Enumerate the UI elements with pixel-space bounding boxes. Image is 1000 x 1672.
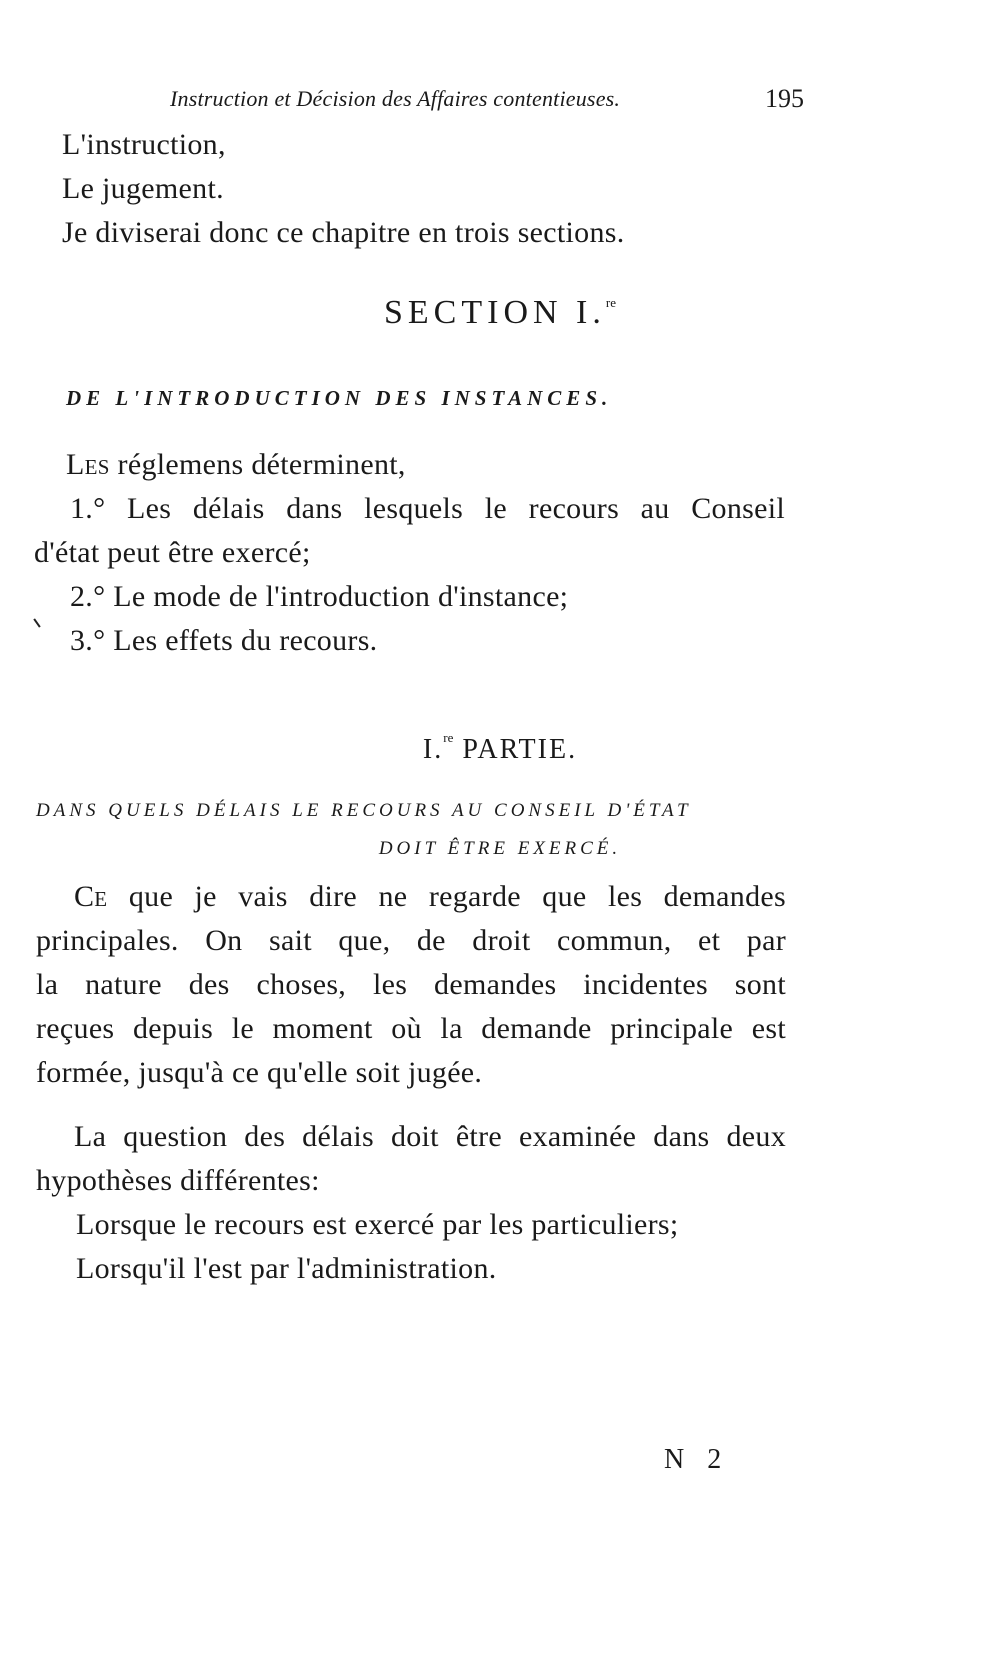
paragraph-1-line-1: Ce que je vais dire ne regarde que les demandes [74, 880, 786, 913]
section-lead [66, 448, 406, 482]
part-heading-line-1: DANS QUELS DÉLAIS LE RECOURS AU CONSEIL D'ÉTAT [36, 800, 692, 821]
paragraph-1-line-5: formée, jusqu'à ce qu'elle soit jugée. [36, 1056, 483, 1089]
part-title: I.$^{re}$ PARTIE. [422, 730, 578, 765]
paragraph-2-line-3: Lorsque le recours est exercé par les particuliers; [76, 1208, 679, 1241]
intro-line-1: L'instruction, [62, 128, 226, 161]
paragraph-1-first-word: Ce [74, 880, 108, 913]
paragraph-2-line-2: hypothèses différentes: [36, 1164, 320, 1197]
paragraph-1-line-3: la nature des choses, les demandes incidentes sont [36, 968, 786, 1001]
intro-line-2: Le jugement. [62, 172, 224, 205]
paragraph-1-line-4: reçues depuis le moment où la demande principale est [36, 1012, 786, 1045]
intro-line-3: Je diviserai donc ce chapitre en trois sections. [62, 216, 625, 249]
page-number: 195 [765, 84, 804, 113]
list-item-1-line-2: d'état peut être exercé; [34, 536, 311, 569]
section-title: SECTION I.$^{re}$ [384, 294, 616, 331]
list-item-3: 3.° Les effets du recours. [70, 624, 378, 657]
signature-mark: N 2 [664, 1444, 730, 1475]
margin-mark [33, 618, 40, 627]
paragraph-2-line-1: La question des délais doit être examinée dans deux [74, 1120, 786, 1153]
lead-rest: réglemens déterminent, [109, 448, 406, 481]
paragraph-1-line-2: principales. On sait que, de droit commun, et par [36, 924, 786, 957]
list-item-2: 2.° Le mode de l'introduction d'instance; [70, 580, 569, 613]
paragraph-2-line-4: Lorsqu'il l'est par l'administration. [76, 1252, 497, 1285]
lead-first-word: Les [66, 448, 110, 481]
running-head: Instruction et Décision des Affaires contentieuses. [170, 86, 621, 111]
list-item-1-line-1: 1.° Les délais dans lesquels le recours au Conseil [70, 492, 785, 525]
section-heading: DE L'INTRODUCTION DES INSTANCES. [66, 386, 613, 410]
part-heading-line-2: DOIT ÊTRE EXERCÉ. [378, 838, 622, 859]
